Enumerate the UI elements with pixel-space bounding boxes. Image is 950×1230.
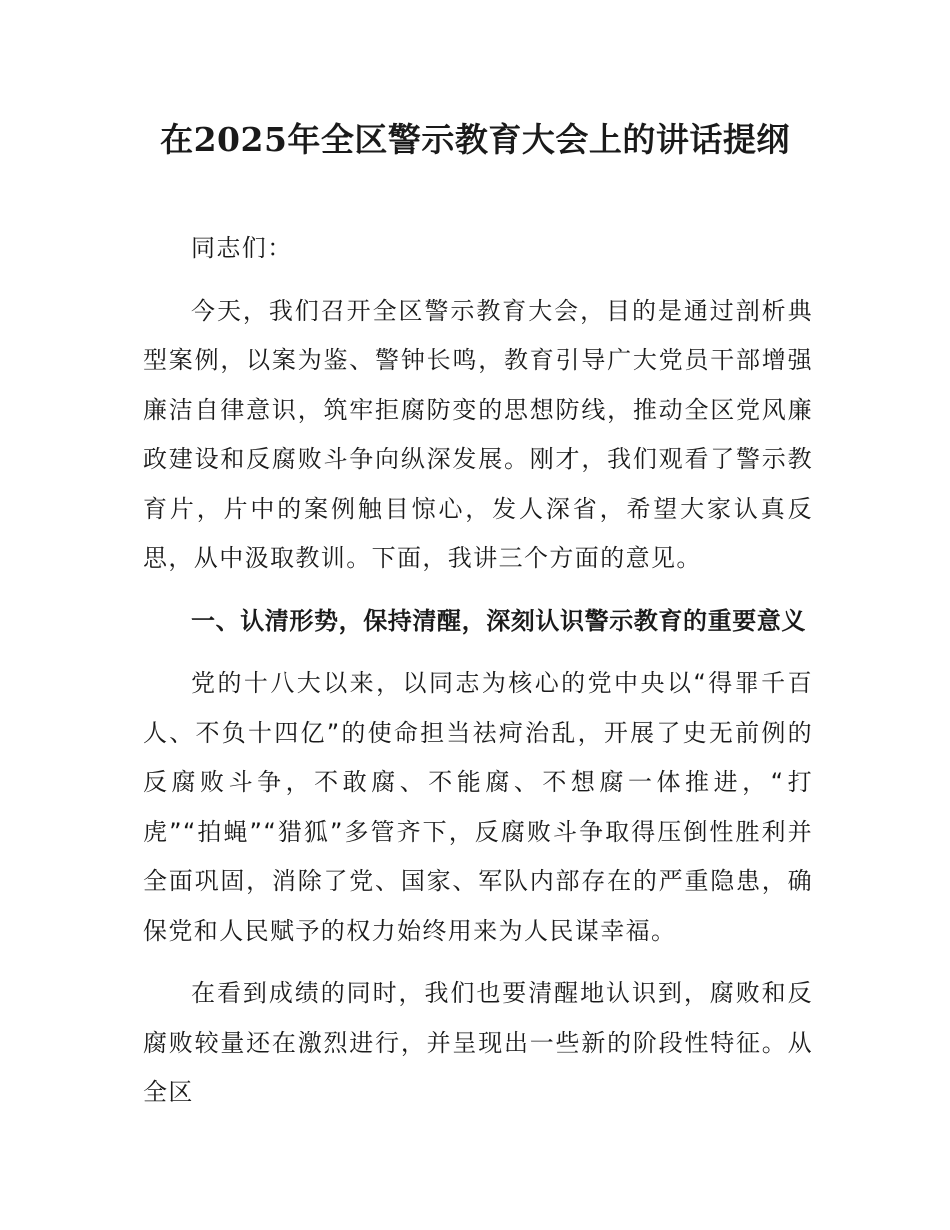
- salutation: 同志们：: [191, 234, 293, 262]
- document-title: 在2025年全区警示教育大会上的讲话提纲: [160, 120, 790, 159]
- paragraph-intro: 今天，我们召开全区警示教育大会，目的是通过剖析典型案例，以案为鉴、警钟长鸣，教育引导广大党员干部增强廉洁自律意识，筑牢拒腐防变的思想防线，推动全区党风廉政建设和反腐败斗争向纵深发展。刚才，我们观看了警示教育片，片中的案例触目惊心，发人深省，希望大家认真反思，从中汲取教训。下面，我讲三个方面的意见。: [143, 296, 813, 572]
- section-heading-1: 一、认清形势，保持清醒，深刻认识警示教育的重要意义: [191, 606, 806, 635]
- document-body: [143, 224, 813, 1131]
- paragraph-situation: 党的十八大以来，以同志为核心的党中央以“得罪千百人、不负十四亿”的使命担当祛疴治乱，开展了史无前例的反腐败斗争，不敢腐、不能腐、不想腐一体推进，“打虎”“拍蝇”“猎狐”多管齐下，反腐败斗争取得压倒性胜利并全面巩固，消除了党、国家、军队内部存在的严重隐患，确保党和人民赋予的权力始终用来为人民谋幸福。: [143, 669, 813, 945]
- paragraph-challenges: 在看到成绩的同时，我们也要清醒地认识到，腐败和反腐败较量还在激烈进行，并呈现出一些新的阶段性特征。从全区: [143, 979, 813, 1106]
